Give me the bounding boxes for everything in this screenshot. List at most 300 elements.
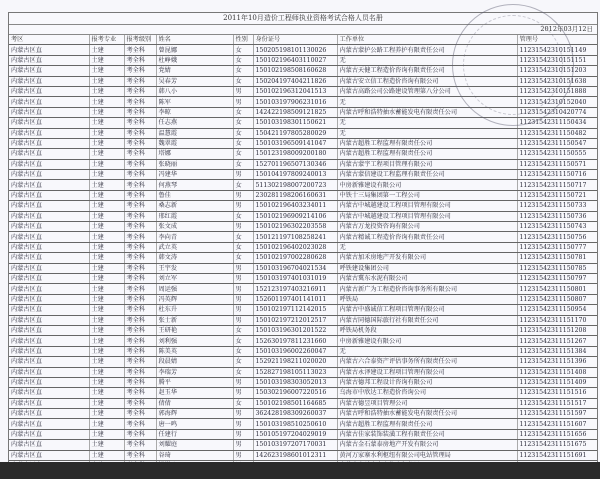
cell-level: 考全科 (124, 107, 156, 117)
cell-major: 土建 (89, 284, 124, 294)
cell-name: 腾平 (156, 377, 233, 387)
cell-name: 王宇发 (156, 263, 233, 273)
cell-level: 考全科 (124, 128, 156, 138)
cell-id-number: 150102197212012517 (253, 315, 337, 325)
cell-gender: 男 (233, 190, 253, 200)
document-date: 2012年03月12日 (9, 25, 597, 35)
cell-employer: 无 (337, 118, 517, 128)
cell-gender: 女 (233, 211, 253, 221)
cell-exam-area: 内蒙古区直 (9, 180, 89, 190)
cell-gender: 女 (233, 367, 253, 377)
cell-management-number: 11231542311150781 (517, 253, 597, 263)
cell-management-number: 11231542311150482 (517, 128, 597, 138)
cell-id-number: 150102196403234011 (253, 201, 337, 211)
cell-level: 考全科 (124, 367, 156, 377)
cell-level: 考全科 (124, 138, 156, 148)
cell-level: 考全科 (124, 159, 156, 169)
cell-management-number: 11231542311151208 (517, 325, 597, 335)
cell-id-number: 150103196704021534 (253, 263, 337, 273)
cell-major: 土建 (89, 45, 124, 55)
cell-level: 考全科 (124, 440, 156, 450)
cell-gender: 男 (233, 419, 253, 429)
cell-employer: 呼铁局机务段 (337, 325, 517, 335)
cell-management-number: 11231542310151888 (517, 86, 597, 96)
cell-exam-area: 内蒙古区直 (9, 86, 89, 96)
cell-id-number: 150103196509141047 (253, 138, 337, 148)
table-row (9, 107, 597, 117)
cell-exam-area: 内蒙古区直 (9, 419, 89, 429)
cell-name: 段晨婧 (156, 357, 233, 367)
cell-exam-area: 内蒙古区直 (9, 66, 89, 76)
header-employer: 工作单位 (337, 35, 517, 45)
table-row (9, 190, 597, 200)
table-row (9, 305, 597, 315)
cell-employer: 无 (337, 242, 517, 252)
cell-level: 考全科 (124, 222, 156, 232)
table-row (9, 170, 597, 180)
cell-management-number: 11231542310152040 (517, 97, 597, 107)
cell-management-number: 11231542310151151 (517, 55, 597, 65)
cell-id-number: 362428198309260037 (253, 409, 337, 419)
table-row (9, 149, 597, 159)
cell-gender: 男 (233, 170, 253, 180)
cell-id-number: 150103198301150621 (253, 118, 337, 128)
cell-management-number: 11231542311151656 (517, 429, 597, 439)
cell-gender: 女 (233, 45, 253, 55)
cell-major: 土建 (89, 315, 124, 325)
cell-exam-area: 内蒙古区直 (9, 138, 89, 148)
cell-employer: 内蒙古呼和浩特抽水蓄能发电有限责任公司 (337, 107, 517, 117)
cell-level: 考全科 (124, 419, 156, 429)
cell-management-number: 11231542311150954 (517, 305, 597, 315)
cell-gender: 女 (233, 336, 253, 346)
cell-employer: 中铁十三局集团第一工程公司 (337, 190, 517, 200)
cell-id-number: 150102197112142015 (253, 305, 337, 315)
cell-employer: 内蒙古安立信工程造价咨询有限公司 (337, 76, 517, 86)
cell-gender: 男 (233, 222, 253, 232)
cell-management-number: 11231542311151597 (517, 409, 597, 419)
cell-exam-area: 内蒙古区直 (9, 336, 89, 346)
cell-level: 考全科 (124, 149, 156, 159)
cell-level: 考全科 (124, 211, 156, 221)
cell-exam-area: 内蒙古区直 (9, 325, 89, 335)
cell-management-number: 11231542311150736 (517, 211, 597, 221)
cell-management-number: 11231542311151516 (517, 388, 597, 398)
cell-id-number: 150102196312041513 (253, 86, 337, 96)
cell-gender: 女 (233, 346, 253, 356)
cell-exam-area: 内蒙古区直 (9, 357, 89, 367)
cell-employer: 无 (337, 97, 517, 107)
cell-major: 土建 (89, 107, 124, 117)
cell-exam-area: 内蒙古区直 (9, 440, 89, 450)
cell-major: 土建 (89, 222, 124, 232)
cell-level: 考全科 (124, 232, 156, 242)
cell-name: 王研艳 (156, 325, 233, 335)
cell-id-number: 152123197403216911 (253, 284, 337, 294)
cell-employer: 无 (337, 55, 517, 65)
table-row (9, 253, 597, 263)
cell-id-number: 152601197401141011 (253, 294, 337, 304)
cell-employer: 内蒙古呼和浩特抽水蓄能发电有限责任公司 (337, 409, 517, 419)
cell-level: 考全科 (124, 357, 156, 367)
cell-exam-area: 内蒙古区直 (9, 294, 89, 304)
table-row (9, 357, 597, 367)
cell-level: 考全科 (124, 97, 156, 107)
table-row (9, 377, 597, 387)
cell-gender: 女 (233, 325, 253, 335)
cell-id-number: 150103197906231016 (253, 97, 337, 107)
cell-employer: 中房新雅建设有限公司 (337, 336, 517, 346)
cell-name: 吴春芳 (156, 76, 233, 86)
cell-major: 土建 (89, 190, 124, 200)
cell-major: 土建 (89, 201, 124, 211)
cell-employer: 呼铁建设集团公司 (337, 263, 517, 273)
cell-id-number: 150102198501164685 (253, 398, 337, 408)
cell-major: 土建 (89, 325, 124, 335)
table-row (9, 242, 597, 252)
cell-name: 李向青 (156, 232, 233, 242)
table-row (9, 325, 597, 335)
cell-major: 土建 (89, 409, 124, 419)
cell-id-number: 142623198601012311 (253, 450, 337, 460)
cell-major: 土建 (89, 138, 124, 148)
table-row (9, 159, 597, 169)
cell-level: 考全科 (124, 190, 156, 200)
table-row (9, 346, 597, 356)
cell-name: 鲁佳 (156, 190, 233, 200)
cell-level: 考全科 (124, 409, 156, 419)
cell-gender: 女 (233, 138, 253, 148)
table-row (9, 429, 597, 439)
cell-name: 杜峥娥 (156, 55, 233, 65)
cell-major: 土建 (89, 357, 124, 367)
table-row (9, 222, 597, 232)
cell-management-number: 11231542311150777 (517, 242, 597, 252)
cell-gender: 女 (233, 107, 253, 117)
cell-management-number: 11231542311150807 (517, 294, 597, 304)
cell-gender: 男 (233, 450, 253, 460)
cell-id-number: 150103198303052013 (253, 377, 337, 387)
cell-level: 考全科 (124, 377, 156, 387)
roster-sheet (8, 12, 598, 472)
cell-employer: 内蒙古六合泰资产评估事务所有限责任公司 (337, 357, 517, 367)
cell-gender: 女 (233, 242, 253, 252)
cell-exam-area: 内蒙古区直 (9, 242, 89, 252)
cell-major: 土建 (89, 419, 124, 429)
cell-name: 唐一鸣 (156, 419, 233, 429)
cell-exam-area: 内蒙古区直 (9, 409, 89, 419)
cell-name: 魏翠霞 (156, 138, 233, 148)
cell-employer: 内蒙古加禾房地产开发有限公司 (337, 253, 517, 263)
cell-employer: 内蒙古新广为工程造价咨询事务所有限公司 (337, 284, 517, 294)
cell-employer: 内蒙古中城越建设工程项目管理有限公司 (337, 201, 517, 211)
scanner-bottom-edge (0, 462, 600, 479)
cell-level: 考全科 (124, 450, 156, 460)
cell-gender: 女 (233, 357, 253, 367)
cell-major: 土建 (89, 180, 124, 190)
cell-gender: 男 (233, 284, 253, 294)
cell-name: 武立英 (156, 242, 233, 252)
table-row (9, 45, 597, 55)
cell-id-number: 150103197401031019 (253, 273, 337, 283)
cell-employer: 内蒙古万龙投资咨询有限公司 (337, 222, 517, 232)
cell-name: 冯英辉 (156, 294, 233, 304)
cell-level: 考全科 (124, 398, 156, 408)
cell-exam-area: 内蒙古区直 (9, 76, 89, 86)
cell-id-number: 150104197809240013 (253, 170, 337, 180)
cell-name: 李瑞芳 (156, 367, 233, 377)
document-title: 2011年10月造价工程师执业资格考试合格人员名册 (9, 13, 597, 25)
cell-level: 考全科 (124, 294, 156, 304)
cell-id-number: 150105197204029019 (253, 429, 337, 439)
cell-name: 邢红霞 (156, 211, 233, 221)
cell-employer: 内蒙古超胜工程监理有限责任公司 (337, 419, 517, 429)
cell-name: 何燕琴 (156, 180, 233, 190)
cell-id-number: 150102197002280628 (253, 253, 337, 263)
cell-management-number: 11231542311151396 (517, 357, 597, 367)
table-row (9, 138, 597, 148)
cell-name: 张文成 (156, 222, 233, 232)
cell-exam-area: 内蒙古区直 (9, 107, 89, 117)
cell-level: 考全科 (124, 284, 156, 294)
cell-id-number: 152630197811231660 (253, 336, 337, 346)
cell-gender: 男 (233, 201, 253, 211)
cell-gender: 女 (233, 128, 253, 138)
cell-employer: 内蒙古天健工程造价咨询有限责任公司 (337, 66, 517, 76)
cell-major: 土建 (89, 388, 124, 398)
cell-major: 土建 (89, 86, 124, 96)
cell-management-number: 11231542311151607 (517, 419, 597, 429)
cell-major: 土建 (89, 128, 124, 138)
cell-management-number: 11231542311150733 (517, 201, 597, 211)
cell-major: 土建 (89, 273, 124, 283)
cell-name: 杜东升 (156, 305, 233, 315)
cell-employer: 内蒙古永泽建设工程项目管理有限公司 (337, 367, 517, 377)
cell-id-number: 511302198007200723 (253, 180, 337, 190)
cell-major: 土建 (89, 398, 124, 408)
cell-exam-area: 内蒙古区直 (9, 377, 89, 387)
cell-management-number: 11231542311151675 (517, 440, 597, 450)
cell-level: 考全科 (124, 388, 156, 398)
cell-major: 土建 (89, 336, 124, 346)
table-row (9, 66, 597, 76)
cell-management-number: 11231542311150721 (517, 190, 597, 200)
cell-level: 考全科 (124, 429, 156, 439)
cell-name: 陈美英 (156, 346, 233, 356)
cell-gender: 女 (233, 149, 253, 159)
cell-gender: 男 (233, 294, 253, 304)
table-row (9, 97, 597, 107)
table-header-row (9, 35, 597, 45)
cell-level: 考全科 (124, 273, 156, 283)
cell-id-number: 152827198105113023 (253, 367, 337, 377)
cell-major: 土建 (89, 294, 124, 304)
cell-gender: 女 (233, 232, 253, 242)
table-row (9, 409, 597, 419)
cell-gender: 男 (233, 440, 253, 450)
cell-id-number: 150204197404211826 (253, 76, 337, 86)
cell-exam-area: 内蒙古区直 (9, 45, 89, 55)
cell-id-number: 150123198009200180 (253, 149, 337, 159)
cell-major: 土建 (89, 170, 124, 180)
cell-name: 任建行 (156, 429, 233, 439)
table-row (9, 284, 597, 294)
cell-management-number: 11231542311150785 (517, 263, 597, 273)
cell-level: 考全科 (124, 86, 156, 96)
table-row (9, 118, 597, 128)
cell-employer: 黄河万家寨水利枢纽有限公司电站管理局 (337, 450, 517, 460)
cell-management-number: 11231542311150801 (517, 284, 597, 294)
table-row (9, 86, 597, 96)
cell-level: 考全科 (124, 118, 156, 128)
cell-level: 考全科 (124, 45, 156, 55)
cell-major: 土建 (89, 118, 124, 128)
cell-gender: 女 (233, 398, 253, 408)
table-row (9, 440, 597, 450)
cell-exam-area: 内蒙古区直 (9, 273, 89, 283)
cell-id-number: 150205198101130026 (253, 45, 337, 55)
cell-major: 土建 (89, 263, 124, 273)
cell-gender: 男 (233, 388, 253, 398)
cell-id-number: 150103196002260047 (253, 346, 337, 356)
cell-id-number: 152921198211020020 (253, 357, 337, 367)
cell-management-number: 11231542310420774 (517, 107, 597, 117)
cell-name: 党婧 (156, 66, 233, 76)
cell-employer: 内蒙古金石蒙泰房地产开发有限公司 (337, 440, 517, 450)
cell-gender: 男 (233, 377, 253, 387)
header-major: 报考专业 (89, 35, 124, 45)
cell-id-number: 150102196909214106 (253, 211, 337, 221)
cell-exam-area: 内蒙古区直 (9, 211, 89, 221)
cell-major: 土建 (89, 159, 124, 169)
table-row (9, 419, 597, 429)
cell-employer: 内蒙古德邦工程设计咨询有限公司 (337, 377, 517, 387)
cell-level: 考全科 (124, 325, 156, 335)
cell-name: 张士新 (156, 315, 233, 325)
cell-management-number: 11231542311150547 (517, 138, 597, 148)
header-name: 姓名 (156, 35, 233, 45)
cell-major: 土建 (89, 211, 124, 221)
cell-name: 韩八小 (156, 86, 233, 96)
table-row (9, 294, 597, 304)
cell-employer: 中房新雅建设有限公司 (337, 180, 517, 190)
roster-table (9, 35, 597, 471)
cell-exam-area: 内蒙古区直 (9, 170, 89, 180)
cell-employer: 内蒙古同德国际旅行社有限责任公司 (337, 315, 517, 325)
header-id-number: 身份证号 (253, 35, 337, 45)
cell-exam-area: 内蒙古区直 (9, 388, 89, 398)
cell-employer: 内蒙古蒙信建设工程监理有限责任公司 (337, 170, 517, 180)
cell-name: 刘利强 (156, 336, 233, 346)
cell-employer: 内蒙古中盛诚信工程项目管理有限公司 (337, 305, 517, 315)
cell-exam-area: 内蒙古区直 (9, 315, 89, 325)
cell-major: 土建 (89, 97, 124, 107)
cell-employer: 无 (337, 128, 517, 138)
table-row (9, 388, 597, 398)
cell-name: 桑志新 (156, 201, 233, 211)
cell-id-number: 150102198508160628 (253, 66, 337, 76)
cell-level: 考全科 (124, 180, 156, 190)
cell-gender: 女 (233, 118, 253, 128)
cell-gender: 男 (233, 305, 253, 315)
cell-exam-area: 内蒙古区直 (9, 159, 89, 169)
header-management-number: 管理号 (517, 35, 597, 45)
cell-management-number: 11231542311150434 (517, 118, 597, 128)
cell-level: 考全科 (124, 253, 156, 263)
cell-major: 土建 (89, 66, 124, 76)
table-row (9, 315, 597, 325)
cell-employer: 内蒙古冀东水泥有限公司 (337, 273, 517, 283)
table-row (9, 336, 597, 346)
cell-name: 赵玉华 (156, 388, 233, 398)
cell-major: 土建 (89, 253, 124, 263)
cell-level: 考全科 (124, 263, 156, 273)
cell-gender: 男 (233, 263, 253, 273)
cell-name: 刘立军 (156, 273, 233, 283)
cell-id-number: 150121197108258241 (253, 232, 337, 242)
cell-gender: 男 (233, 273, 253, 283)
cell-exam-area: 内蒙古区直 (9, 201, 89, 211)
cell-management-number: 11231542311151384 (517, 346, 597, 356)
cell-exam-area: 内蒙古区直 (9, 346, 89, 356)
cell-exam-area: 内蒙古区直 (9, 55, 89, 65)
cell-name: 塔娜 (156, 149, 233, 159)
cell-name: 温慧霞 (156, 128, 233, 138)
cell-employer: 内蒙古精诚工程造价咨询有限责任公司 (337, 232, 517, 242)
cell-level: 考全科 (124, 336, 156, 346)
cell-exam-area: 内蒙古区直 (9, 429, 89, 439)
cell-gender: 女 (233, 253, 253, 263)
cell-name: 冯建华 (156, 170, 233, 180)
cell-gender: 女 (233, 76, 253, 86)
cell-level: 考全科 (124, 201, 156, 211)
cell-major: 土建 (89, 346, 124, 356)
cell-level: 考全科 (124, 242, 156, 252)
cell-id-number: 150421197805280029 (253, 128, 337, 138)
table-row (9, 201, 597, 211)
cell-gender: 女 (233, 55, 253, 65)
cell-employer: 无 (337, 346, 517, 356)
cell-id-number: 152701196507130346 (253, 159, 337, 169)
table-row (9, 450, 597, 460)
cell-major: 土建 (89, 450, 124, 460)
cell-major: 土建 (89, 76, 124, 86)
cell-management-number: 11231542311151517 (517, 398, 597, 408)
cell-id-number: 150103196301201522 (253, 325, 337, 335)
cell-exam-area: 内蒙古区直 (9, 222, 89, 232)
cell-name: 陈军 (156, 97, 233, 107)
cell-management-number: 11231542310151638 (517, 76, 597, 86)
cell-id-number: 150103197207170031 (253, 440, 337, 450)
table-row (9, 55, 597, 65)
cell-id-number: 150302196007220516 (253, 388, 337, 398)
cell-exam-area: 内蒙古区直 (9, 253, 89, 263)
cell-gender: 女 (233, 159, 253, 169)
header-exam-area: 考区 (9, 35, 89, 45)
table-row (9, 232, 597, 242)
cell-employer: 内蒙古超胜工程监理有限责任公司 (337, 149, 517, 159)
cell-exam-area: 内蒙古区直 (9, 398, 89, 408)
cell-management-number: 11231542311150797 (517, 273, 597, 283)
cell-gender: 男 (233, 86, 253, 96)
cell-employer: 乌海市中欣达工程造价咨询公司 (337, 388, 517, 398)
cell-name: 刘耀庭 (156, 440, 233, 450)
cell-gender: 女 (233, 180, 253, 190)
cell-management-number: 11231542311150571 (517, 159, 597, 169)
table-row (9, 273, 597, 283)
cell-exam-area: 内蒙古区直 (9, 263, 89, 273)
cell-name: 倩倩 (156, 398, 233, 408)
